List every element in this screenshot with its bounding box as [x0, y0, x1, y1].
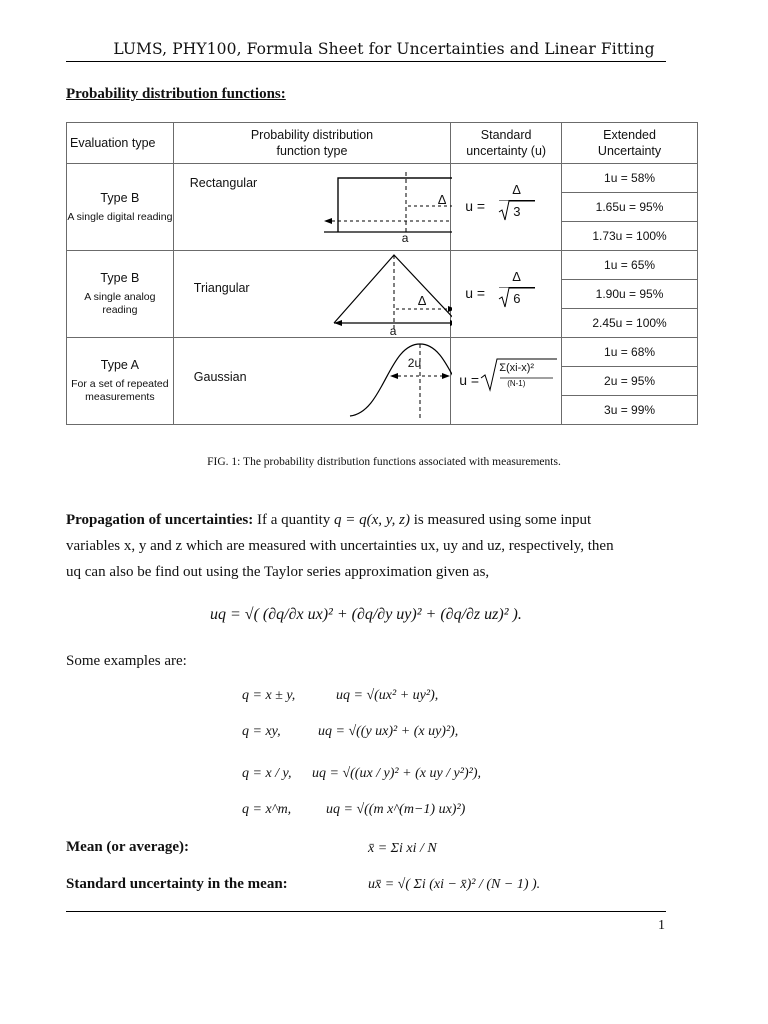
- delta-label: Δ: [437, 192, 447, 207]
- formula-den: (N-1): [507, 379, 526, 388]
- dist-name: Gaussian: [193, 370, 247, 384]
- formula-cell-1: [451, 164, 562, 251]
- dist-name: Rectangular: [189, 176, 258, 190]
- propagation-text-b: is measured using some input: [413, 512, 592, 528]
- q-definition: q = q(x, y, z): [334, 512, 410, 528]
- propagation-line-2: variables x, y and z which are measured with uncertainties ux, uy and uz, respectively, then: [66, 538, 614, 554]
- rectangular-diagram: [174, 164, 452, 248]
- formula-num: Δ: [512, 182, 521, 197]
- formula-den: 3: [513, 204, 521, 219]
- col-header-pdf-type: Probability distribution function type: [173, 123, 450, 164]
- formula-lhs: u =: [459, 372, 480, 388]
- mean-label: Mean (or average):: [66, 839, 190, 855]
- std-mean-label: Standard uncertainty in the mean:: [66, 876, 288, 892]
- ext-cell: 1u = 65%: [562, 251, 698, 280]
- ext-cell: 2.45u = 100%: [562, 309, 698, 338]
- eval-cell-1: [67, 164, 174, 251]
- propagation-line-3: uq can also be find out using the Taylor series approximation given as,: [66, 564, 490, 580]
- propagation-text-a: If a quantity: [256, 512, 331, 528]
- formula-cell-2: [451, 251, 562, 338]
- propagation-line-1: [66, 507, 668, 533]
- formula-lhs: u =: [465, 198, 486, 214]
- eval-desc: A single digital reading: [67, 210, 173, 223]
- ext-cell: 1u = 68%: [562, 338, 698, 367]
- page-header-title: LUMS, PHY100, Formula Sheet for Uncertainties and Linear Fitting: [113, 40, 655, 58]
- a-label: a: [389, 324, 397, 338]
- 2u-label: 2u: [407, 356, 422, 370]
- ext-cell: 3u = 99%: [562, 396, 698, 425]
- example-4-q: q = x^m,: [242, 802, 292, 817]
- figure-caption: FIG. 1: The probability distribution functions associated with measurements.: [207, 456, 561, 468]
- examples-intro: Some examples are:: [66, 653, 187, 669]
- delta-label: Δ: [417, 293, 427, 308]
- example-2-u: uq = √((y ux)² + (x uy)²),: [318, 724, 459, 739]
- example-4-u: uq = √((m x^(m−1) ux)²): [326, 802, 466, 817]
- example-1-q: q = x ± y,: [242, 688, 296, 703]
- section-heading-pdf: Probability distribution functions:: [66, 86, 286, 102]
- col-header-extended: Extended Uncertainty: [562, 123, 698, 164]
- ext-cell: 1.65u = 95%: [562, 193, 698, 222]
- table-header-row: [67, 123, 698, 164]
- ext-cell: 2u = 95%: [562, 367, 698, 396]
- ext-cell: 1.90u = 95%: [562, 280, 698, 309]
- example-2-q: q = xy,: [242, 724, 281, 739]
- dist-name: Triangular: [193, 281, 250, 295]
- propagation-heading: Propagation of uncertainties:: [66, 512, 254, 528]
- formula-den: 6: [513, 291, 521, 306]
- example-3-q: q = x / y,: [242, 766, 292, 781]
- eval-desc: A single analog reading: [84, 291, 156, 316]
- formula-lhs: u =: [465, 285, 486, 301]
- formula-cell-3: [451, 338, 562, 425]
- main-formula: uq = √( (∂q/∂x ux)² + (∂q/∂y uy)² + (∂q/∂z uz)² ).: [210, 606, 522, 623]
- example-3-u: uq = √((ux / y)² + (x uy / y²)²),: [312, 766, 481, 781]
- table-row: [67, 251, 698, 280]
- a-label: a: [401, 231, 409, 245]
- formula-num: Δ: [512, 269, 521, 284]
- ext-cell: 1u = 58%: [562, 164, 698, 193]
- col-header-evaluation: Evaluation type: [67, 123, 174, 164]
- propagation-paragraph: [66, 507, 668, 585]
- triangular-diagram: [174, 251, 452, 335]
- header-rule: [66, 61, 666, 62]
- dist-cell-2: [173, 251, 450, 338]
- footer-rule: [66, 911, 666, 912]
- dist-cell-1: [173, 164, 450, 251]
- std-mean-formula: ux̄ = √( Σi (xi − x̄)² / (N − 1) ).: [368, 877, 541, 892]
- table-row: [67, 338, 698, 367]
- eval-cell-2: [67, 251, 174, 338]
- table-row: [67, 164, 698, 193]
- example-1-u: uq = √(ux² + uy²),: [336, 688, 439, 703]
- eval-type: Type A: [100, 358, 139, 372]
- eval-type: Type B: [100, 190, 140, 205]
- eval-type: Type B: [100, 271, 140, 285]
- formula-num: Σ(xi-x)²: [499, 362, 535, 374]
- eval-cell-3: [67, 338, 174, 425]
- mean-formula: x̄ = Σi xi / N: [368, 841, 437, 856]
- page-number: 1: [658, 918, 665, 933]
- pdf-table: [66, 122, 698, 425]
- dist-cell-3: [173, 338, 450, 425]
- col-header-standard: Standard uncertainty (u): [451, 123, 562, 164]
- gaussian-diagram: [174, 338, 452, 422]
- ext-cell: 1.73u = 100%: [562, 222, 698, 251]
- eval-desc: For a set of repeated measurements: [71, 378, 169, 403]
